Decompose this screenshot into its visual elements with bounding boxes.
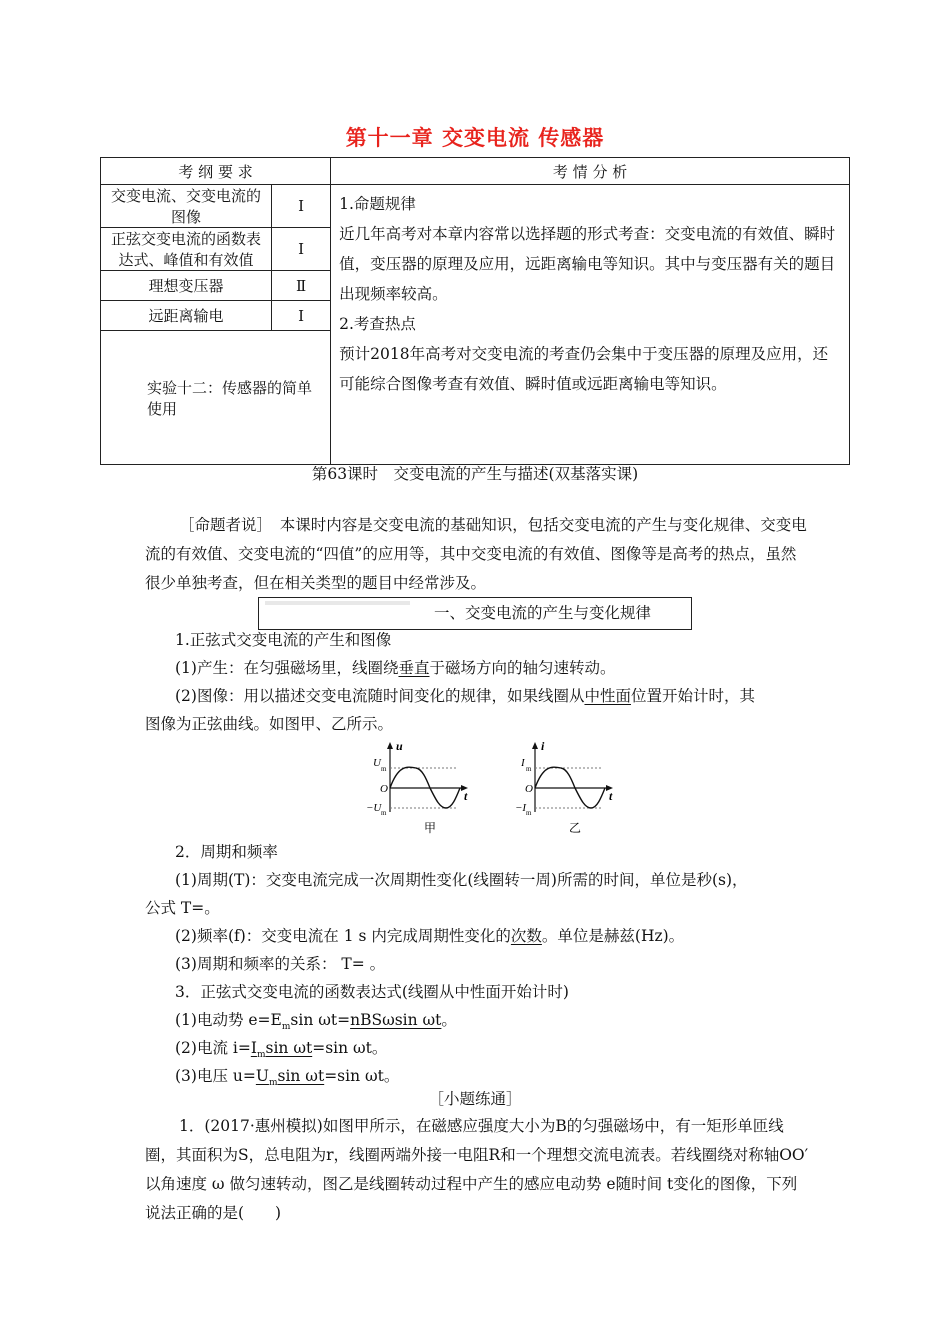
blank-answer: 中性面 bbox=[584, 687, 631, 705]
trough-label: −I bbox=[515, 802, 527, 814]
s1-p2-line2: 图像为正弦曲线。如图甲、乙所示。 bbox=[145, 715, 394, 733]
axis-label-y: u bbox=[396, 739, 403, 753]
analysis-heading-2: 2.考查热点 bbox=[339, 315, 416, 333]
figure-caption: 乙 bbox=[569, 821, 582, 835]
y-axis-arrow bbox=[387, 742, 393, 749]
axis-label-x: t bbox=[464, 789, 468, 803]
s3-title: 3．正弦式交变电流的函数表达式(线圈从中性面开始计时) bbox=[175, 983, 569, 1001]
s2-p2: (2)频率(f)：交变电流在 1 s 内完成周期性变化的次数。单位是赫兹(Hz)。 bbox=[175, 927, 685, 945]
requirement-item: 远距离输电 bbox=[101, 301, 272, 331]
trough-subscript: m bbox=[381, 809, 387, 817]
intro-paragraph: ［命题者说］ 本课时内容是交变电流的基础知识，包括交变电流的产生与变化规律、交变电流的有效值、交变电流的“四值”的应用等，其中交变电流的有效值、图像等是高考的热点，虽然很少单独考查，但在相关类型的题目中经常涉及。 bbox=[145, 516, 807, 592]
section-box bbox=[258, 597, 692, 630]
y-axis-arrow bbox=[532, 742, 538, 749]
axis-label-x: t bbox=[609, 789, 613, 803]
figure-voltage-sine bbox=[360, 738, 480, 838]
figure-current-sine bbox=[505, 738, 625, 838]
requirement-level: Ⅰ bbox=[272, 301, 331, 331]
s2-p1: (1)周期(T)：交变电流完成一次周期性变化(线圈转一周)所需的时间，单位是秒(s)， bbox=[175, 871, 748, 889]
blank-answer: 次数 bbox=[510, 927, 542, 945]
analysis-heading-1: 1.命题规律 bbox=[339, 195, 416, 213]
lesson-title: 第63课时 交变电流的产生与描述(双基落实课) bbox=[311, 465, 639, 483]
practice-label: ［小题练通］ bbox=[428, 1090, 522, 1108]
s1-title: 1.正弦式交变电流的产生和图像 bbox=[175, 631, 392, 649]
syllabus-table bbox=[100, 157, 850, 465]
s2-p1-formula: 公式 T=。 bbox=[145, 899, 220, 917]
peak-subscript: m bbox=[381, 765, 387, 773]
s3-emf: (1)电动势 $e=E_m\sin$ ωt=nBSωsin ωt。 bbox=[175, 1011, 457, 1033]
requirement-level: Ⅰ bbox=[272, 185, 331, 228]
requirement-level: Ⅰ bbox=[272, 228, 331, 271]
s2-p3: (3)周期和频率的关系： T= 。 bbox=[175, 955, 386, 973]
blank-answer: 垂直 bbox=[398, 659, 430, 677]
trough-label: −U bbox=[366, 802, 382, 814]
table-head-requirements: 考 纲 要 求 bbox=[101, 158, 331, 185]
peak-subscript: m bbox=[526, 765, 532, 773]
s1-p1: (1)产生：在匀强磁场里，线圈绕垂直于磁场方向的轴匀速转动。 bbox=[175, 659, 616, 677]
analysis-cell bbox=[331, 185, 850, 465]
requirement-item: 理想变压器 bbox=[101, 271, 272, 301]
s2-title: 2．周期和频率 bbox=[175, 843, 278, 861]
s1-p2: (2)图像：用以描述交变电流随时间变化的规律，如果线圈从中性面位置开始计时，其 bbox=[175, 687, 755, 705]
figure-caption: 甲 bbox=[424, 821, 437, 835]
requirement-item: 正弦交变电流的函数表达式、峰值和有效值 bbox=[101, 228, 272, 271]
s3-voltage: (3)电压 $u=U_m\sin$ ωt=sin ωt。 bbox=[175, 1067, 400, 1089]
question-1: 1．(2017·惠州模拟)如图甲所示，在磁感应强度大小为B的匀强磁场中，有一矩形单匝线圈，其面积为S，总电阻为r，线圈两端外接一电阻R和一个理想交流电流表。若线圈绕对称轴OO′ 以角速度 ω 做匀速转动，图乙是线圈转动过程中产生的感应电动势 e随时间 t变化的图像，下列说法正确的是( ) bbox=[145, 1117, 809, 1222]
table-head-analysis: 考 情 分 析 bbox=[331, 158, 850, 185]
trough-subscript: m bbox=[526, 809, 532, 817]
section-box-shade bbox=[265, 601, 410, 605]
origin-label: O bbox=[525, 783, 533, 795]
analysis-text-1: 近几年高考对本章内容常以选择题的形式考查：交变电流的有效值、瞬时值，变压器的原理及应用，远距离输电等知识。其中与变压器有关的题目出现频率较高。 bbox=[339, 225, 836, 303]
axis-label-y: i bbox=[541, 739, 545, 753]
blank-answer: nBSωsin ωt bbox=[350, 1011, 442, 1029]
experiment-item: 实验十二：传感器的简单使用 bbox=[101, 331, 331, 465]
section-box-title: 一、交变电流的产生与变化规律 bbox=[434, 604, 652, 622]
peak-label: U bbox=[373, 757, 381, 769]
s3-current: (2)电流 $i=I_m\sin$ ωt=sin ωt。 bbox=[175, 1039, 388, 1061]
blank-answer: $I_m\sin$ ωt bbox=[250, 1039, 313, 1061]
requirement-level: Ⅱ bbox=[272, 271, 331, 301]
chapter-title: 第十一章 交变电流 传感器 bbox=[345, 125, 605, 150]
analysis-text-2: 预计2018年高考对交变电流的考查仍会集中于变压器的原理及应用，还可能综合图像考查有效值、瞬时值或远距离输电等知识。 bbox=[339, 345, 829, 393]
peak-label: I bbox=[521, 757, 525, 769]
origin-label: O bbox=[380, 783, 388, 795]
blank-answer: $U_m\sin$ ωt bbox=[255, 1067, 325, 1089]
requirement-item: 交变电流、交变电流的图像 bbox=[101, 185, 272, 228]
